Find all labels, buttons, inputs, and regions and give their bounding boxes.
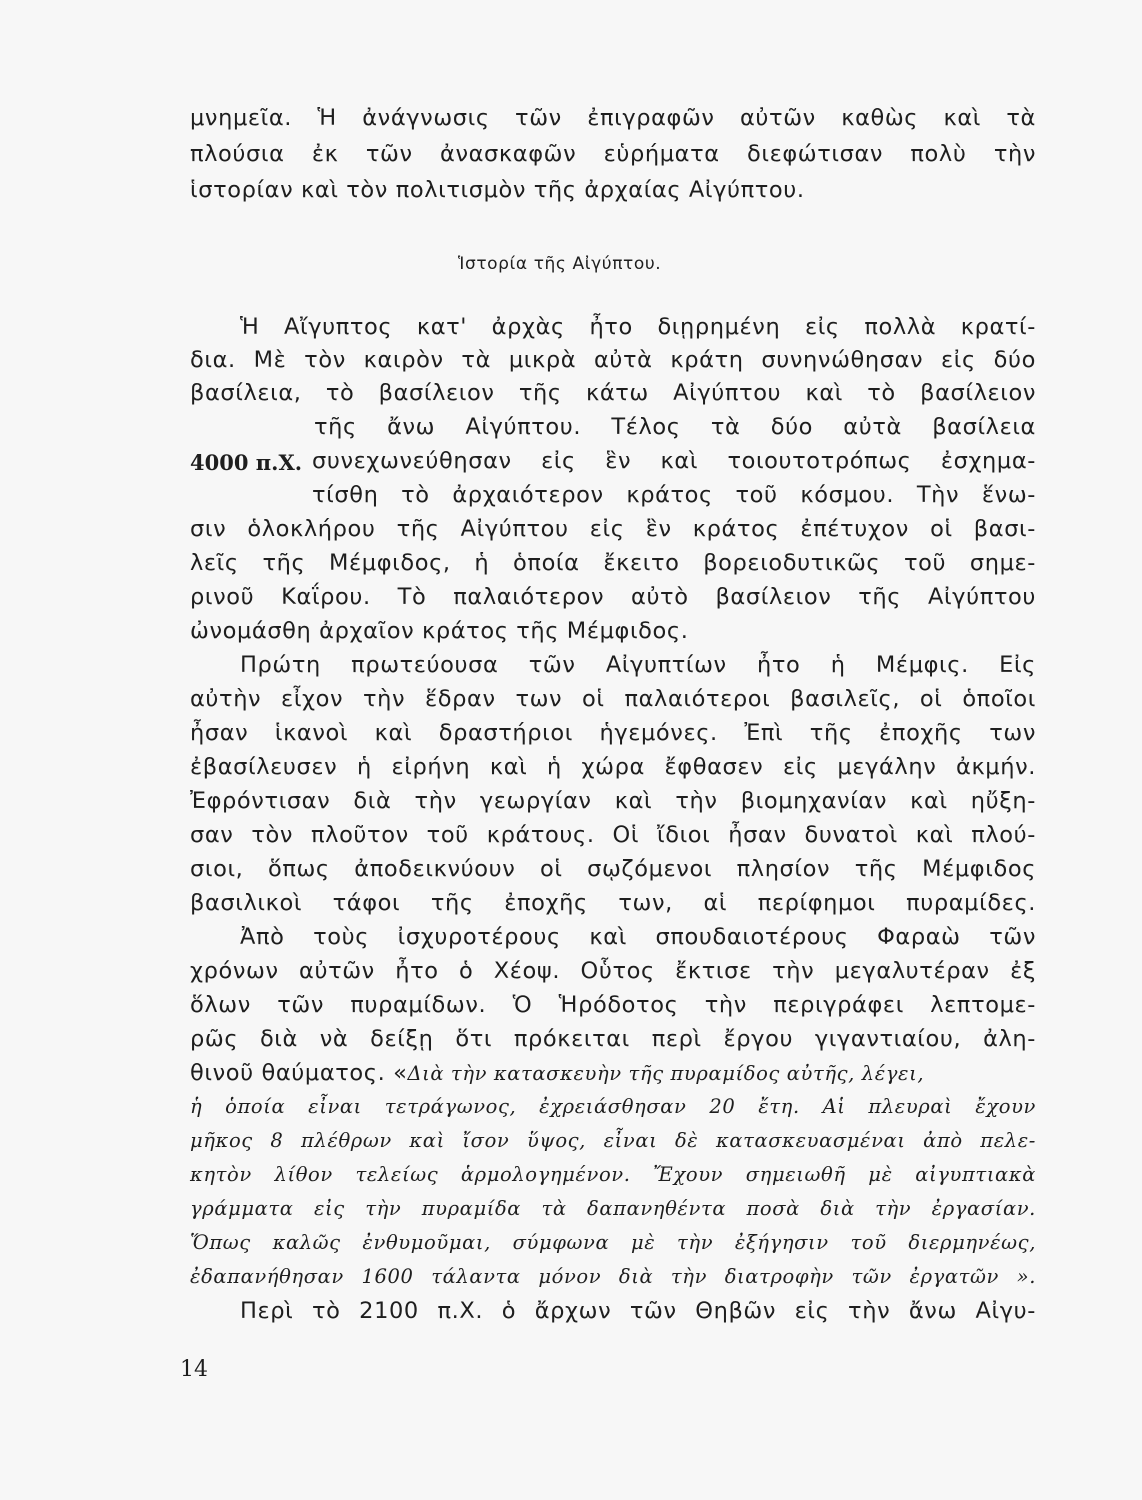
text-line: ρῶς διὰ νὰ δείξῃ ὅτι πρόκειται περὶ ἔργου γιγαντιαίου, ἀλη- xyxy=(190,1026,1036,1052)
text-line: Ἐφρόντισαν διὰ τὴν γεωργίαν καὶ τὴν βιομηχανίαν καὶ ηὔξη- xyxy=(190,788,1036,814)
quote-segment: Διὰ τὴν κατασκευὴν τῆς πυραμίδος αὐτῆς, λέγει, xyxy=(407,1062,925,1085)
text-line: σιοι, ὅπως ἀποδεικνύουν οἱ σῳζόμενοι πλησίον τῆς Μέμφιδος xyxy=(190,856,1036,882)
text-line: βασίλεια, τὸ βασίλειον τῆς κάτω Αἰγύπτου καὶ τὸ βασίλειον xyxy=(190,380,1036,406)
text-line: δια. Μὲ τὸν καιρὸν τὰ μικρὰ αὐτὰ κράτη συνηνώθησαν εἰς δύο xyxy=(190,347,1036,373)
text-line: βασιλικοὶ τάφοι τῆς ἐποχῆς των, αἱ περίφημοι πυραμίδες. xyxy=(190,890,1036,916)
text-line xyxy=(190,1057,1036,1089)
text-line: ἱστορίαν καὶ τὸν πολιτισμὸν τῆς ἀρχαίας Αἰγύπτου. xyxy=(190,177,805,203)
text-line: αὐτὴν εἶχον τὴν ἕδραν των οἱ παλαιότεροι βασιλεῖς, οἱ ὁποῖοι xyxy=(190,686,1036,712)
text-line: ἐβασίλευσεν ἡ εἰρήνη καὶ ἡ χώρα ἔφθασεν εἰς μεγάλην ἀκμήν. xyxy=(190,754,1036,780)
section-heading: Ἱστορία τῆς Αἰγύπτου. xyxy=(458,254,662,274)
text-line: σαν τὸν πλοῦτον τοῦ κράτους. Οἱ ἴδιοι ἦσαν δυνατοὶ καὶ πλού- xyxy=(190,822,1036,848)
text-line: Ἡ Αἴγυπτος κατ' ἀρχὰς ἦτο διῃρημένη εἰς πολλὰ κρατί- xyxy=(240,314,1036,340)
quote-line: ἐδαπανήθησαν 1600 τάλαντα μόνον διὰ τὴν διατροφὴν τῶν ἐργατῶν ». xyxy=(190,1265,1036,1288)
quote-line: κητὸν λίθον τελείως ἁρμολογημένον. Ἔχουν σημειωθῆ μὲ αἰγυπτιακὰ xyxy=(190,1163,1036,1186)
text-line: σιν ὁλοκλήρου τῆς Αἰγύπτου εἰς ἓν κράτος ἐπέτυχον οἱ βασι- xyxy=(190,516,1036,542)
text-line: συνεχωνεύθησαν εἰς ἓν καὶ τοιουτοτρόπως ἐσχημα- xyxy=(312,448,1036,474)
text-line: Πρώτη πρωτεύουσα τῶν Αἰγυπτίων ἦτο ἡ Μέμφις. Εἰς xyxy=(240,652,1036,678)
text-line: Περὶ τὸ 2100 π.Χ. ὁ ἄρχων τῶν Θηβῶν εἰς τὴν ἄνω Αἰγυ- xyxy=(240,1298,1036,1324)
text-line: τῆς ἄνω Αἰγύπτου. Τέλος τὰ δύο αὐτὰ βασίλεια xyxy=(314,414,1036,440)
text-line: τίσθη τὸ ἀρχαιότερον κράτος τοῦ κόσμου. Τὴν ἕνω- xyxy=(312,482,1036,508)
text-line: ρινοῦ Καΐρου. Τὸ παλαιότερον αὐτὸ βασίλειον τῆς Αἰγύπτου xyxy=(190,584,1036,610)
text-line: χρόνων αὐτῶν ἦτο ὁ Χέοψ. Οὗτος ἔκτισε τὴν μεγαλυτέραν ἐξ xyxy=(190,958,1036,984)
quote-line: μῆκος 8 πλέθρων καὶ ἴσον ὕψος, εἶναι δὲ κατασκευασμέναι ἀπὸ πελε- xyxy=(190,1129,1036,1152)
text-segment: θινοῦ θαύματος. « xyxy=(190,1060,408,1086)
text-line: λεῖς τῆς Μέμφιδος, ἡ ὁποία ἔκειτο βορειοδυτικῶς τοῦ σημε- xyxy=(190,550,1036,576)
text-line: ὠνομάσθη ἀρχαῖον κράτος τῆς Μέμφιδος. xyxy=(190,618,689,644)
page-number: 14 xyxy=(180,1357,208,1382)
text-line: μνημεῖα. Ἡ ἀνάγνωσις τῶν ἐπιγραφῶν αὐτῶν καθὼς καὶ τὰ xyxy=(190,105,1036,131)
text-line: ὅλων τῶν πυραμίδων. Ὁ Ἡρόδοτος τὴν περιγράφει λεπτομε- xyxy=(190,992,1036,1018)
text-line: Ἀπὸ τοὺς ἰσχυροτέρους καὶ σπουδαιοτέρους Φαραὼ τῶν xyxy=(240,924,1036,950)
quote-line: ἡ ὁποία εἶναι τετράγωνος, ἐχρειάσθησαν 20 ἔτη. Αἱ πλευραὶ ἔχουν xyxy=(190,1095,1036,1118)
quote-line: γράμματα εἰς τὴν πυραμίδα τὰ δαπανηθέντα ποσὰ διὰ τὴν ἐργασίαν. xyxy=(190,1197,1036,1220)
margin-date-note: 4000 π.Χ. xyxy=(190,450,303,475)
text-line: πλούσια ἐκ τῶν ἀνασκαφῶν εὑρήματα διεφώτισαν πολὺ τὴν xyxy=(190,141,1036,167)
text-line: ἦσαν ἱκανοὶ καὶ δραστήριοι ἡγεμόνες. Ἐπὶ τῆς ἐποχῆς των xyxy=(190,720,1036,746)
quote-line: Ὅπως καλῶς ἐνθυμοῦμαι, σύμφωνα μὲ τὴν ἐξήγησιν τοῦ διερμηνέως, xyxy=(190,1231,1036,1254)
